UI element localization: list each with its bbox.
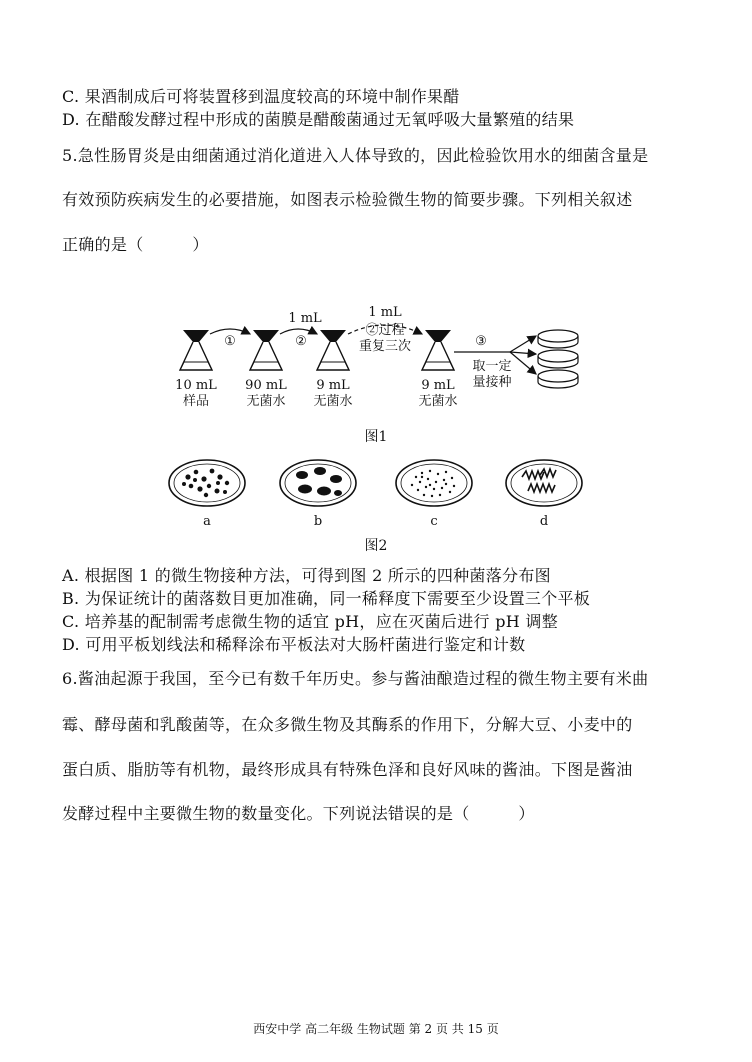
dish-a-label: a xyxy=(203,514,211,529)
step2-label: ② xyxy=(295,334,307,349)
flask-9ml-a xyxy=(317,330,349,370)
dish-d xyxy=(506,460,582,506)
figure-2 xyxy=(160,455,600,530)
dish-d-label: d xyxy=(539,514,549,529)
flask2-vol: 90 mL xyxy=(245,378,287,393)
repeat-label-2: 重复三次 xyxy=(358,339,412,354)
take-label-2: 量接种 xyxy=(472,375,512,390)
flask4-name: 无菌水 xyxy=(418,394,458,409)
arrow-step3-mid xyxy=(510,352,536,354)
flask-9ml-b xyxy=(422,330,454,370)
q5-stem-1: 5.急性肠胃炎是由细菌通过消化道进入人体导致的，因此检验饮用水的细菌含量是 xyxy=(62,146,649,165)
q6-stem-4: 发酵过程中主要微生物的数量变化。下列说法错误的是（ ） xyxy=(62,804,535,823)
flask1-name: 样品 xyxy=(182,394,210,409)
step1-label: ① xyxy=(224,334,236,349)
repeat-label-1: ②过程 xyxy=(365,323,405,338)
flask-90ml xyxy=(250,330,282,370)
flask4-vol: 9 mL xyxy=(421,378,455,393)
dish-c xyxy=(396,460,472,506)
q6-stem-2: 霉、酵母菌和乳酸菌等，在众多微生物及其酶系的作用下，分解大豆、小麦中的 xyxy=(62,715,633,734)
q5-option-c: C. 培养基的配制需考虑微生物的适宜 pH，应在灭菌后进行 pH 调整 xyxy=(62,612,558,631)
q5-stem-3: 正确的是（ ） xyxy=(62,235,209,254)
plate-3 xyxy=(538,370,578,388)
option-c-prev: C. 果酒制成后可将装置移到温度较高的环境中制作果醋 xyxy=(62,87,460,106)
plate-2 xyxy=(538,350,578,368)
q5-stem-2: 有效预防疾病发生的必要措施，如图表示检验微生物的简要步骤。下列相关叙述 xyxy=(62,190,633,209)
flask-sample xyxy=(180,330,212,370)
q6-stem-3: 蛋白质、脂肪等有机物，最终形成具有特殊色泽和良好风味的酱油。下图是酱油 xyxy=(62,760,633,779)
dish-b xyxy=(280,460,356,506)
arrow-step3-down xyxy=(510,352,536,374)
arrow-step3-up xyxy=(510,336,536,352)
dish-a xyxy=(169,460,245,506)
flask3-name: 无菌水 xyxy=(313,394,353,409)
figure-1 xyxy=(170,300,590,415)
figure-1-caption: 图1 xyxy=(364,429,388,445)
option-d-prev: D. 在醋酸发酵过程中形成的菌膜是醋酸菌通过无氧呼吸大量繁殖的结果 xyxy=(62,110,575,129)
flask2-name: 无菌水 xyxy=(246,394,286,409)
transfer-b-label: 1 mL xyxy=(368,305,402,320)
flask3-vol: 9 mL xyxy=(316,378,350,393)
page-footer: 西安中学 高二年级 生物试题 第 2 页 共 15 页 xyxy=(253,1022,499,1036)
flask1-vol: 10 mL xyxy=(175,378,217,393)
transfer-a-label: 1 mL xyxy=(288,311,322,326)
q5-option-b: B. 为保证统计的菌落数目更加准确，同一稀释度下需要至少设置三个平板 xyxy=(62,589,591,608)
step3-label: ③ xyxy=(475,334,487,349)
q5-option-d: D. 可用平板划线法和稀释涂布平板法对大肠杆菌进行鉴定和计数 xyxy=(62,635,526,654)
figure-2-caption: 图2 xyxy=(364,538,388,554)
dish-b-label: b xyxy=(313,514,323,529)
dish-c-label: c xyxy=(430,514,438,529)
take-label-1: 取一定 xyxy=(472,359,512,374)
plate-1 xyxy=(538,330,578,348)
q6-stem-1: 6.酱油起源于我国，至今已有数千年历史。参与酱油酿造过程的微生物主要有米曲 xyxy=(62,669,649,688)
q5-option-a: A. 根据图 1 的微生物接种方法，可得到图 2 所示的四种菌落分布图 xyxy=(62,566,551,585)
